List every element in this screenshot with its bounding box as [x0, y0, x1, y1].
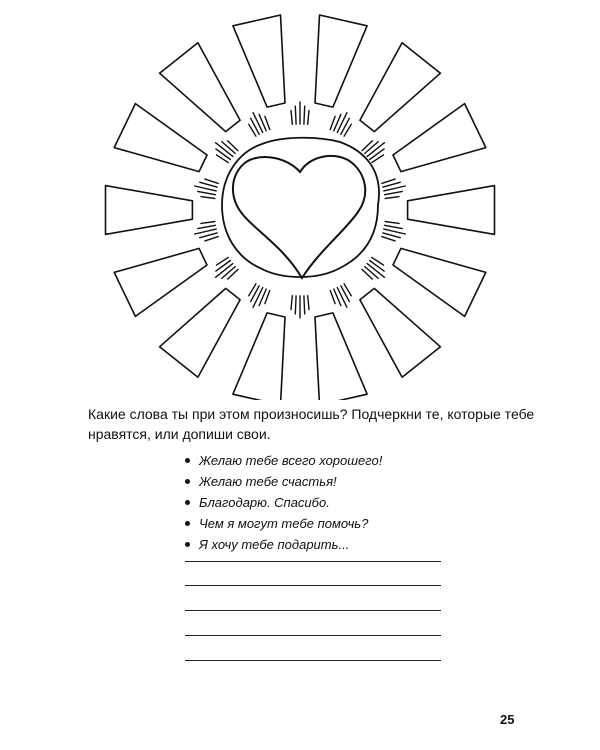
sun-tick	[304, 296, 305, 314]
heart-shape	[233, 156, 365, 278]
sun-tick	[295, 296, 296, 314]
sun-tick	[383, 233, 400, 238]
sun-tick	[291, 296, 292, 310]
sun-tick	[201, 222, 215, 224]
phrase-item[interactable]	[183, 534, 382, 555]
sun-tick	[222, 142, 236, 154]
sun-ray	[160, 43, 241, 132]
sun-ray	[233, 313, 285, 400]
sun-ray	[160, 288, 241, 377]
phrase-text: Желаю тебе счастья!	[199, 474, 337, 489]
sun-tick	[330, 116, 335, 129]
sun-tick	[222, 267, 236, 279]
phrase-text: Я хочу тебе подарить...	[199, 537, 350, 552]
sun-tick	[295, 106, 296, 124]
bullet-icon	[185, 521, 190, 526]
sun-tick	[200, 233, 217, 238]
sun-tick	[362, 141, 372, 151]
sun-tick	[200, 182, 217, 187]
sun-tick	[382, 179, 395, 183]
sun-tick	[384, 229, 406, 234]
sun-tick	[337, 288, 347, 308]
sun-tick	[385, 222, 399, 224]
sun-ray	[393, 104, 486, 172]
bullet-icon	[185, 458, 190, 463]
phrase-item[interactable]	[183, 450, 382, 471]
sun-tick	[385, 225, 403, 228]
sun-ray	[315, 313, 367, 400]
sun-tick	[341, 286, 350, 302]
bullet-icon	[185, 500, 190, 505]
sun-ray	[393, 248, 486, 316]
sun-ray	[360, 43, 441, 132]
instruction-line-1: Какие слова ты при этом произносишь? Подчеркни те, которые тебе	[88, 406, 535, 422]
answer-line-3[interactable]	[185, 610, 441, 611]
sun-tick	[253, 113, 263, 133]
answer-line-1[interactable]	[185, 561, 441, 562]
sun-ray	[233, 15, 285, 107]
sun-tick	[385, 197, 399, 199]
sun-ray	[315, 15, 367, 107]
sun-ray	[114, 248, 207, 316]
answer-line-2[interactable]	[185, 585, 441, 586]
sun-ray	[106, 186, 193, 235]
bullet-icon	[185, 542, 190, 547]
answer-line-4[interactable]	[185, 635, 441, 636]
sun-tick	[205, 237, 218, 241]
phrase-text: Благодарю. Спасибо.	[199, 495, 330, 510]
sun-tick	[365, 267, 379, 279]
sun-circle	[222, 138, 379, 277]
sun-tick	[337, 113, 347, 133]
sun-tick	[195, 229, 217, 234]
phrase-item[interactable]	[183, 471, 382, 492]
sun-tick	[265, 116, 270, 129]
page-number: 25	[500, 712, 515, 727]
sun-tick	[291, 110, 292, 124]
sun-tick	[385, 191, 403, 194]
sun-tick	[382, 237, 395, 241]
instruction-text	[88, 404, 548, 444]
phrase-list	[183, 450, 382, 555]
phrase-text: Чем я могут тебе помочь?	[199, 516, 369, 531]
sun-tick	[205, 179, 218, 183]
sun-tick	[228, 269, 238, 279]
sun-tick	[253, 288, 263, 308]
sun-tick	[370, 149, 385, 160]
sun-tick	[251, 118, 260, 134]
sun-tick	[383, 182, 400, 187]
sun-tick	[251, 286, 260, 302]
sun-tick	[304, 106, 305, 124]
sun-tick	[228, 141, 238, 151]
sun-tick	[308, 296, 309, 310]
phrase-item[interactable]	[183, 513, 382, 534]
sun-ray	[114, 104, 207, 172]
phrase-text: Желаю тебе всего хорошего!	[199, 453, 383, 468]
sun-tick	[195, 186, 217, 191]
phrase-item[interactable]	[183, 492, 382, 513]
answer-line-5[interactable]	[185, 660, 441, 661]
sun-ray	[360, 288, 441, 377]
sun-tick	[384, 186, 406, 191]
sun-tick	[341, 118, 350, 134]
sun-tick	[365, 142, 379, 154]
sun-tick	[216, 261, 231, 272]
sun-tick	[330, 291, 335, 304]
sun-tick	[308, 110, 309, 124]
sun-tick	[201, 197, 215, 199]
bullet-icon	[185, 479, 190, 484]
sun-ray	[408, 186, 495, 235]
sun-tick	[370, 261, 385, 272]
sun-tick	[198, 225, 216, 228]
sun-tick	[362, 269, 372, 279]
sun-tick	[216, 149, 231, 160]
instruction-line-2: нравятся, или допиши свои.	[88, 426, 271, 442]
sun-tick	[265, 291, 270, 304]
sun-tick	[198, 191, 216, 194]
